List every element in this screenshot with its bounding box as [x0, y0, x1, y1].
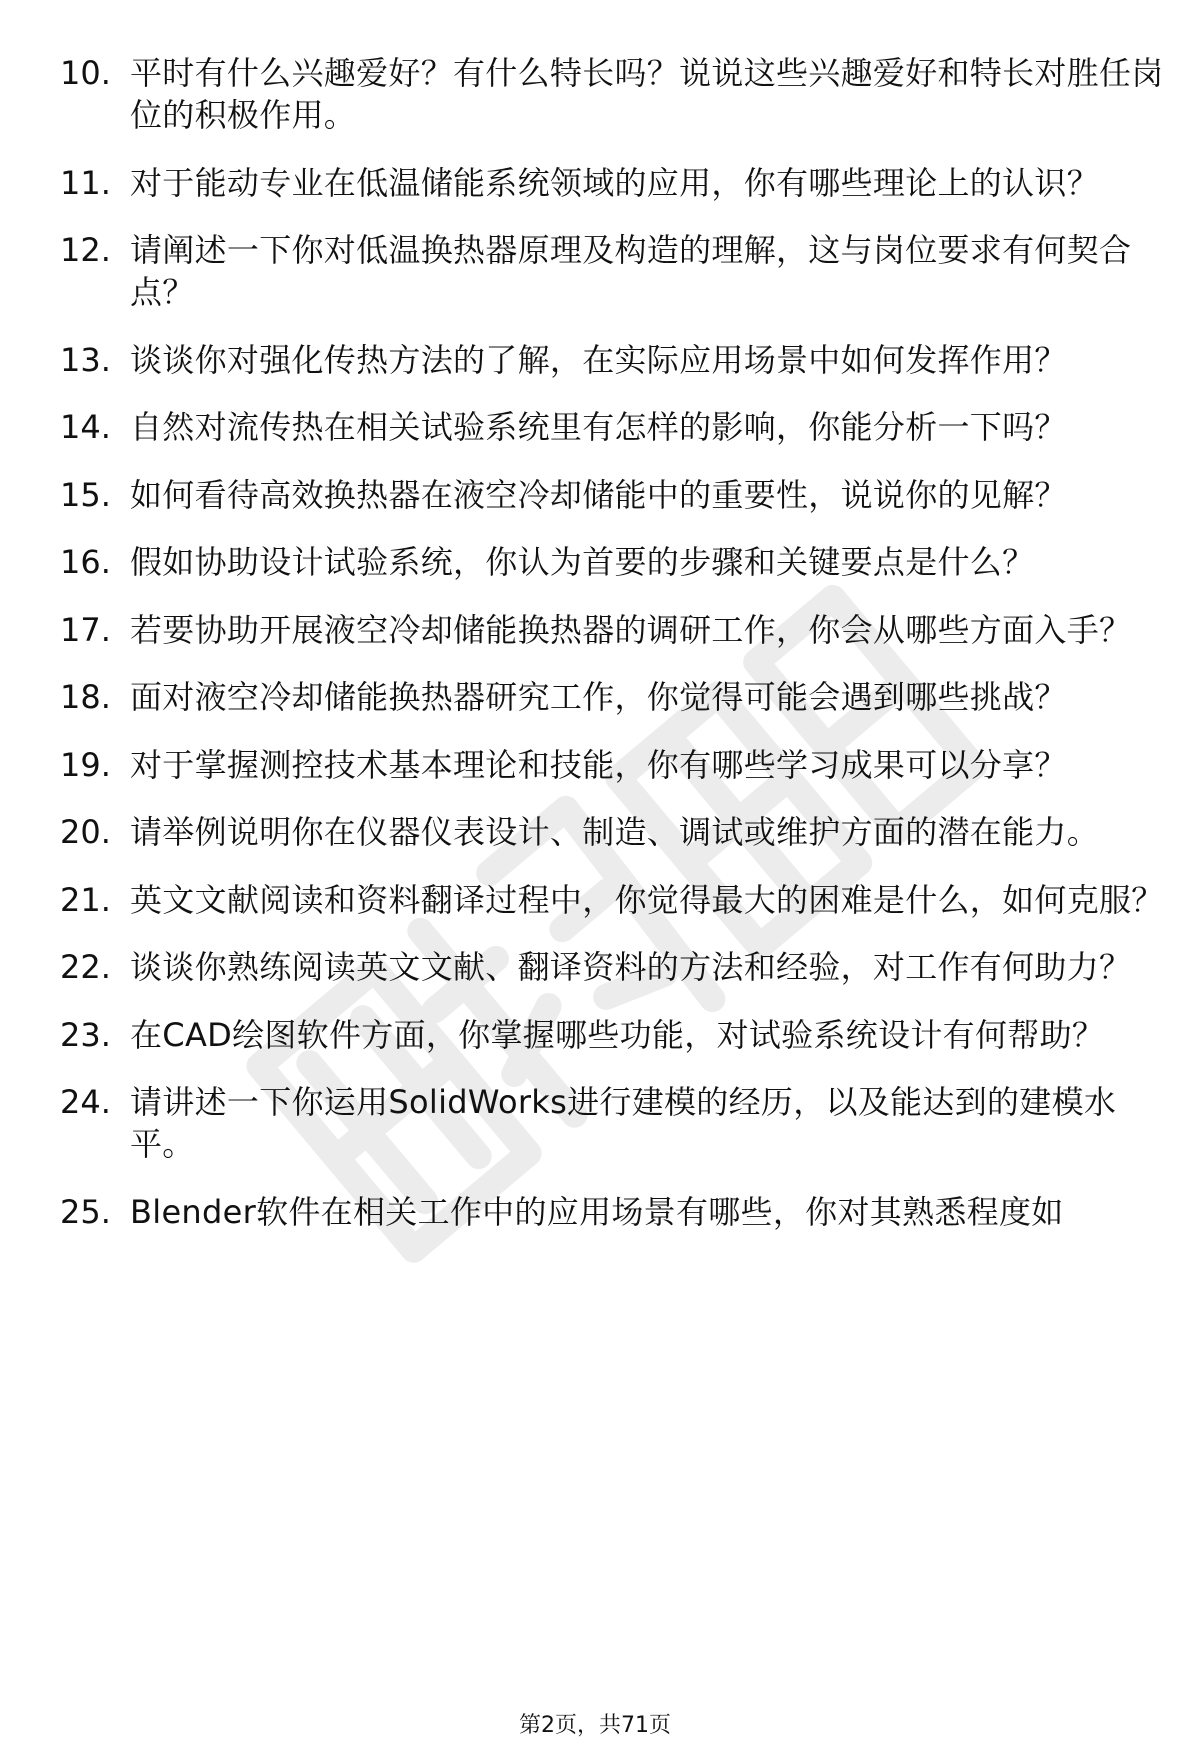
- question-number: 12.: [60, 231, 111, 269]
- question-text: 谈谈你熟练阅读英文文献、翻译资料的方法和经验，对工作有何助力？: [130, 948, 1132, 986]
- question-number: 23.: [60, 1015, 111, 1054]
- question-number: 22.: [60, 948, 111, 986]
- list-item: [60, 1014, 1170, 1056]
- question-number: 18.: [60, 678, 111, 716]
- question-text: 若要协助开展液空冷却储能换热器的调研工作，你会从哪些方面入手？: [130, 610, 1132, 649]
- list-item: [60, 162, 1170, 204]
- question-text: 对于掌握测控技术基本理论和技能，你有哪些学习成果可以分享？: [130, 745, 1067, 784]
- list-item: [60, 609, 1170, 651]
- list-item: [60, 339, 1170, 381]
- question-text: 平时有什么兴趣爱好？有什么特长吗？说说这些兴趣爱好和特长对胜任岗位的积极作用。: [130, 54, 1164, 134]
- list-item: [60, 229, 1170, 313]
- question-number: 21.: [60, 880, 111, 919]
- question-text: 对于能动专业在低温储能系统领域的应用，你有哪些理论上的认识？: [130, 163, 1100, 202]
- question-number: 15.: [60, 475, 111, 514]
- question-text: 谈谈你对强化传热方法的了解，在实际应用场景中如何发挥作用？: [130, 340, 1067, 379]
- question-number: 25.: [60, 1192, 111, 1231]
- question-number: 16.: [60, 543, 111, 581]
- question-text: 请举例说明你在仪器仪表设计、制造、调试或维护方面的潜在能力。: [130, 813, 1100, 851]
- question-number: 13.: [60, 340, 111, 379]
- list-item: [60, 946, 1170, 988]
- question-text: 面对液空冷却储能换热器研究工作，你觉得可能会遇到哪些挑战？: [130, 678, 1067, 716]
- question-number: 19.: [60, 745, 111, 784]
- list-item: [60, 744, 1170, 786]
- question-number: 17.: [60, 610, 111, 649]
- list-item: [60, 406, 1170, 448]
- question-text: 在CAD绘图软件方面，你掌握哪些功能，对试验系统设计有何帮助？: [130, 1015, 1105, 1054]
- list-item: [60, 474, 1170, 516]
- list-item: [60, 52, 1170, 136]
- question-text: Blender软件在相关工作中的应用场景有哪些，你对其熟悉程度如: [130, 1192, 1064, 1231]
- list-item: [60, 1191, 1170, 1233]
- question-number: 20.: [60, 813, 111, 851]
- list-item: [60, 541, 1170, 583]
- question-number: 11.: [60, 163, 111, 202]
- question-number: 24.: [60, 1083, 111, 1121]
- question-list: [60, 52, 1170, 1258]
- question-text: 请阐述一下你对低温换热器原理及构造的理解，这与岗位要求有何契合点？: [130, 231, 1132, 311]
- question-text: 英文文献阅读和资料翻译过程中，你觉得最大的困难是什么，如何克服？: [130, 880, 1164, 919]
- list-item: [60, 879, 1170, 921]
- question-text: 自然对流传热在相关试验系统里有怎样的影响，你能分析一下吗？: [130, 408, 1067, 446]
- list-item: [60, 676, 1170, 718]
- question-number: 14.: [60, 408, 111, 446]
- list-item: [60, 1081, 1170, 1165]
- question-number: 10.: [60, 54, 111, 92]
- page-number-footer: 第2页，共71页: [519, 1713, 671, 1738]
- question-text: 请讲述一下你运用SolidWorks进行建模的经历，以及能达到的建模水平。: [130, 1083, 1117, 1163]
- question-text: 假如协助设计试验系统，你认为首要的步骤和关键要点是什么？: [130, 543, 1035, 581]
- question-text: 如何看待高效换热器在液空冷却储能中的重要性，说说你的见解？: [130, 475, 1067, 514]
- list-item: [60, 811, 1170, 853]
